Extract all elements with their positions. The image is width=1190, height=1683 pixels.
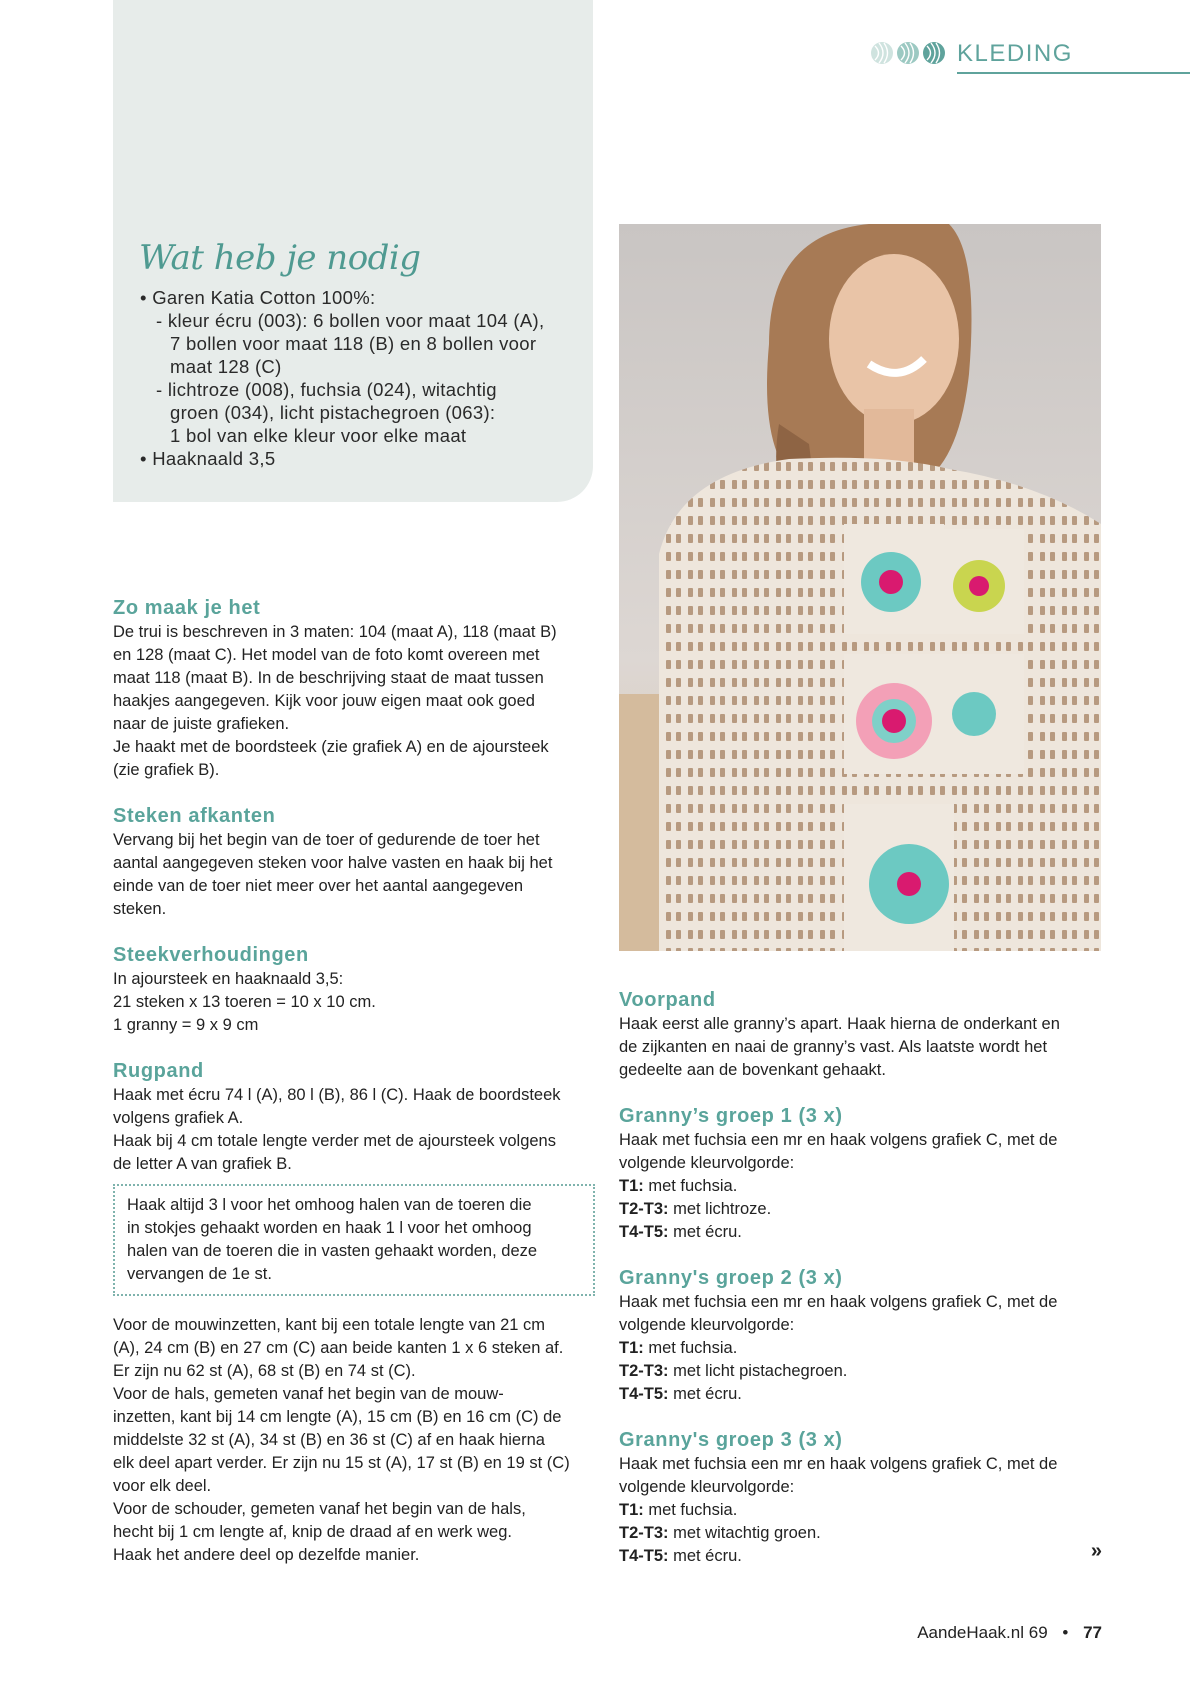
round-value: met fuchsia. [643,1339,738,1357]
text-line: 1 granny = 9 x 9 cm [113,1016,259,1034]
text-line: Haak met fuchsia een mr en haak volgens grafiek C, met de [619,1293,1058,1311]
text-line: gedeelte aan de bovenkant gehaakt. [619,1061,886,1079]
round-key: T4-T5: [619,1547,669,1565]
materials-line: • Garen Katia Cotton 100%: [140,287,376,308]
text-line: Haak het andere deel op dezelfde manier. [113,1546,420,1564]
text-line: Voor de mouwinzetten, kant bij een totale lengte van 21 cm [113,1316,546,1334]
text-line: voor elk deel. [113,1477,212,1495]
yarn-balls-icon [870,40,950,66]
heading-afkanten: Steken afkanten [113,805,276,827]
text-line: volgende kleurvolgorde: [619,1316,795,1334]
round-value: met fuchsia. [643,1501,738,1519]
section-label: KLEDING [957,40,1073,67]
text-line: Haak met fuchsia een mr en haak volgens grafiek C, met de [619,1455,1058,1473]
text-line: volgende kleurvolgorde: [619,1154,795,1172]
text-line: (A), 24 cm (B) en 27 cm (C) aan beide kanten 1 x 6 steken af. [113,1339,564,1357]
right-column [619,988,1101,1568]
round-line [619,1198,1101,1221]
text-line: de letter A van grafiek B. [113,1155,292,1173]
text-line: Haak eerst alle granny’s apart. Haak hierna de onderkant en [619,1015,1060,1033]
round-key: T4-T5: [619,1223,669,1241]
text-line: hecht bij 1 cm lengte af, knip de draad af en werk weg. [113,1523,512,1541]
page-number: 77 [1083,1623,1102,1642]
tip-box [113,1184,595,1296]
round-key: T4-T5: [619,1385,669,1403]
round-line [619,1360,1101,1383]
heading-rugpand: Rugpand [113,1060,204,1082]
materials-line: • Haaknaald 3,5 [140,448,276,469]
text-line: Je haakt met de boordsteek (zie grafiek A) en de ajoursteek [113,738,549,756]
text-line: de zijkanten en naai de granny’s vast. Als laatste wordt het [619,1038,1048,1056]
round-key: T1: [619,1339,644,1357]
text-line: steken. [113,900,167,918]
left-column [113,596,595,1567]
heading-granny-group-1: Granny’s groep 1 (3 x) [619,1105,843,1127]
girl-in-crochet-sweater-image [619,224,1101,951]
continue-arrow-icon: » [1090,1540,1102,1562]
text-line: einde van de toer niet meer over het aantal aangegeven [113,877,524,895]
tip-line: in stokjes gehaakt worden en haak 1 l voor het omhoog [127,1219,532,1237]
page-footer [917,1623,1102,1643]
round-line [619,1175,1101,1198]
text-line: (zie grafiek B). [113,761,220,779]
text-line: naar de juiste grafieken. [113,715,290,733]
heading-verhoudingen: Steekverhoudingen [113,944,309,966]
model-photo [619,224,1101,951]
tip-line: halen van de toeren die in vasten gehaakt worden, deze [127,1242,538,1260]
text-line: Voor de schouder, gemeten vanaf het begin van de hals, [113,1500,526,1518]
heading-zo-maak: Zo maak je het [113,597,261,619]
materials-line: 7 bollen voor maat 118 (B) en 8 bollen voor [170,333,537,354]
round-value: met écru. [668,1223,742,1241]
materials-list [140,286,544,470]
text-line: Haak met fuchsia een mr en haak volgens grafiek C, met de [619,1131,1058,1149]
round-line [619,1337,1101,1360]
round-line [619,1499,1101,1522]
round-key: T1: [619,1501,644,1519]
text-line: volgende kleurvolgorde: [619,1478,795,1496]
footer-source: AandeHaak.nl 69 [917,1623,1048,1642]
round-value: met fuchsia. [643,1177,738,1195]
materials-line: - lichtroze (008), fuchsia (024), witachtig [156,379,497,400]
footer-separator: • [1062,1623,1069,1642]
text-line: Vervang bij het begin van de toer of gedurende de toer het [113,831,540,849]
text-line: 21 steken x 13 toeren = 10 x 10 cm. [113,993,376,1011]
materials-line: - kleur écru (003): 6 bollen voor maat 104 (A), [156,310,545,331]
heading-granny-group-2: Granny's groep 2 (3 x) [619,1267,843,1289]
round-line [619,1545,1101,1568]
round-value: met lichtroze. [668,1200,772,1218]
materials-line: 1 bol van elke kleur voor elke maat [170,425,467,446]
text-line: aantal aangegeven steken voor halve vasten en haak bij het [113,854,553,872]
round-key: T1: [619,1177,644,1195]
round-key: T2-T3: [619,1200,669,1218]
text-line: In ajoursteek en haaknaald 3,5: [113,970,344,988]
round-key: T2-T3: [619,1362,669,1380]
tip-line: Haak altijd 3 l voor het omhoog halen van de toeren die [127,1196,532,1214]
text-line: inzetten, kant bij 14 cm lengte (A), 15 cm (B) en 16 cm (C) de [113,1408,562,1426]
text-line: maat 118 (maat B). In de beschrijving staat de maat tussen [113,669,544,687]
round-value: met licht pistachegroen. [668,1362,848,1380]
text-line: Er zijn nu 62 st (A), 68 st (B) en 74 st (C). [113,1362,416,1380]
materials-line: maat 128 (C) [170,356,282,377]
heading-voorpand: Voorpand [619,989,716,1011]
text-line: De trui is beschreven in 3 maten: 104 (maat A), 118 (maat B) [113,623,557,641]
heading-granny-group-3: Granny's groep 3 (3 x) [619,1429,843,1451]
round-line [619,1522,1101,1545]
round-line [619,1221,1101,1244]
text-line: en 128 (maat C). Het model van de foto komt overeen met [113,646,540,664]
text-line: Haak bij 4 cm totale lengte verder met de ajoursteek volgens [113,1132,556,1150]
materials-title: Wat heb je nodig [139,238,421,278]
text-line: middelste 32 st (A), 34 st (B) en 36 st (C) af en haak hierna [113,1431,545,1449]
header-rule [957,72,1190,74]
round-value: met écru. [668,1385,742,1403]
text-line: Voor de hals, gemeten vanaf het begin van de mouw- [113,1385,504,1403]
tip-line: vervangen de 1e st. [127,1265,272,1283]
materials-line: groen (034), licht pistachegroen (063): [170,402,496,423]
text-line: elk deel apart verder. Er zijn nu 15 st (A), 17 st (B) en 19 st (C) [113,1454,570,1472]
section-header [870,36,1190,76]
round-value: met witachtig groen. [668,1524,821,1542]
text-line: volgens grafiek A. [113,1109,244,1127]
round-value: met écru. [668,1547,742,1565]
materials-box [113,0,593,502]
text-line: Haak met écru 74 l (A), 80 l (B), 86 l (C). Haak de boordsteek [113,1086,561,1104]
round-line [619,1383,1101,1406]
round-key: T2-T3: [619,1524,669,1542]
text-line: haakjes aangegeven. Kijk voor jouw eigen maat ook goed [113,692,535,710]
